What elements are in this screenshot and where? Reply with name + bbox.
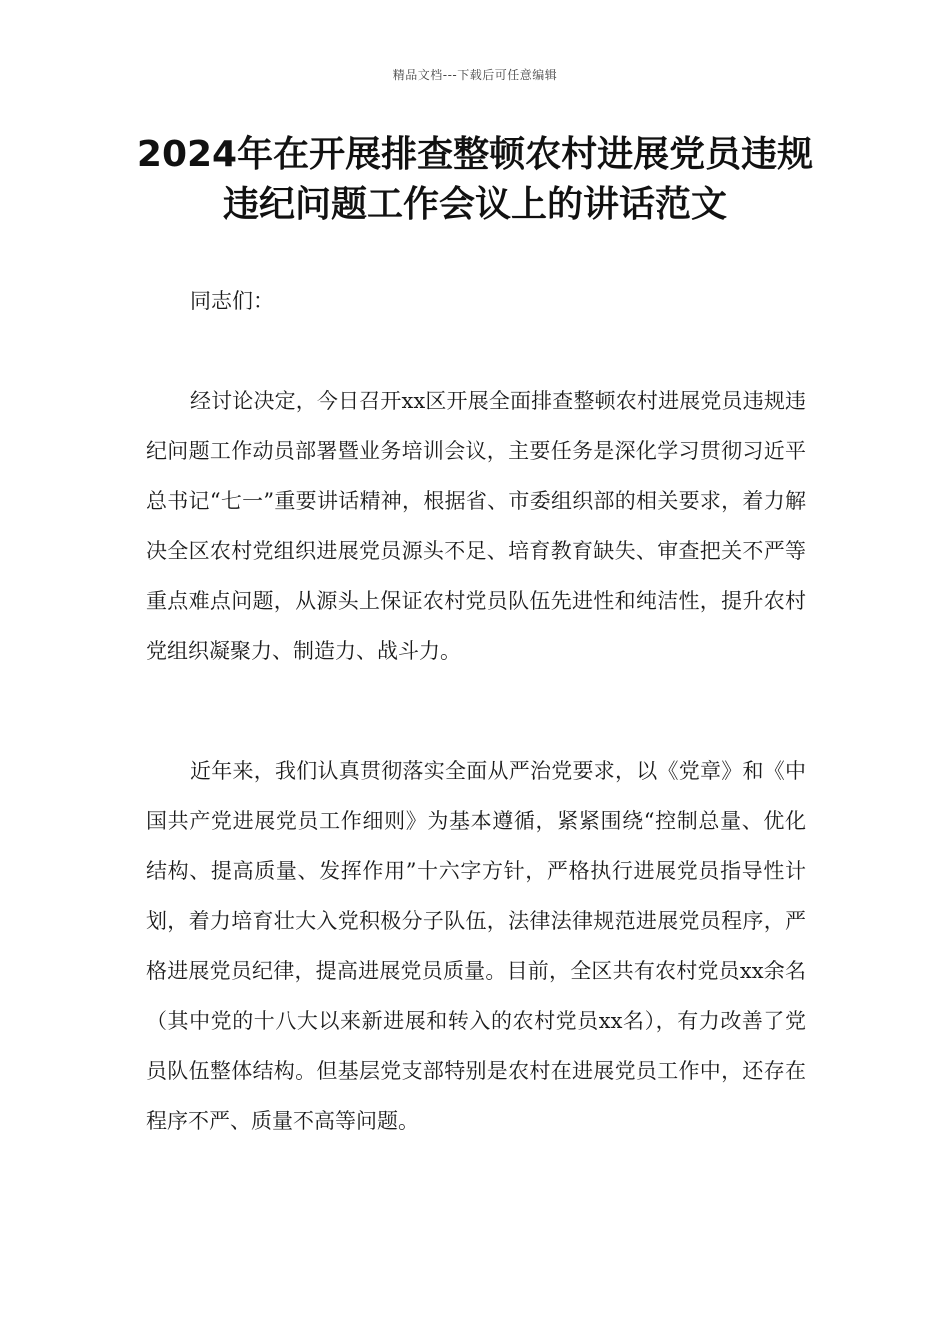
salutation: 同志们：: [190, 289, 274, 313]
document-title: 2024年在开展排查整顿农村进展党员违规违纪问题工作会议上的讲话范文: [136, 134, 814, 225]
body-paragraph: 近年来，我们认真贯彻落实全面从严治党要求，以《党章》和《中国共产党进展党员工作细则》为基本遵循，紧紧围绕“控制总量、优化结构、提高质量、发挥作用”十六字方针，严格执行进展党员指导性计划，着力培育壮大入党积极分子队伍，法律法律规范进展党员程序，严格进展党员纪律，提高进展党员质量。目前，全区共有农村党员xx余名（其中党的十八大以来新进展和转入的农村党员xx名），有力改善了党员队伍整体结构。但基层党支部特别是农村在进展党员工作中，还存在程序不严、质量不高等问题。: [146, 759, 806, 1133]
body-paragraph: 经讨论决定，今日召开xx区开展全面排查整顿农村进展党员违规违纪问题工作动员部署暨业务培训会议，主要任务是深化学习贯彻习近平总书记“七一”重要讲话精神，根据省、市委组织部的相关要求，着力解决全区农村党组织进展党员源头不足、培育教育缺失、审查把关不严等重点难点问题，从源头上保证农村党员队伍先进性和纯洁性，提升农村党组织凝聚力、制造力、战斗力。: [146, 389, 806, 663]
page-header: 精品文档---下载后可任意编辑: [392, 68, 558, 82]
